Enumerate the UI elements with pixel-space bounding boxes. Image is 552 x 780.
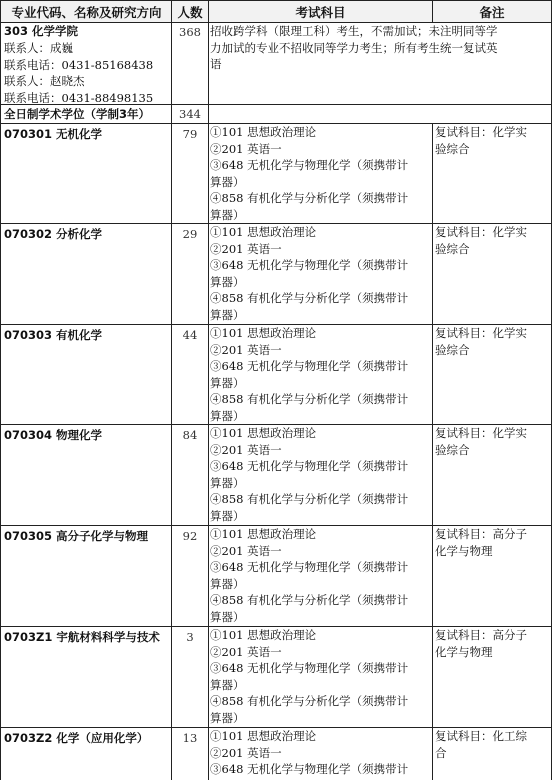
major-code-name: 0703Z1 宇航材料科学与技术: [4, 630, 160, 644]
exam-subject-line: ③648 无机化学与物理化学（须携带计: [210, 158, 409, 173]
exam-subject-line: ②201 英语一: [210, 745, 282, 760]
note-line: 验综合: [435, 342, 470, 357]
exam-subject-line: 算器）: [210, 677, 245, 692]
contact-person-1: 联系人：成巍: [4, 41, 73, 55]
note-line: 复试科目：化工综: [435, 729, 527, 743]
major-code-name: 070305 高分子化学与物理: [4, 529, 149, 543]
exam-subject-line: ④858 有机化学与分析化学（须携带计: [210, 694, 409, 709]
exam-subject-line: 算器）: [210, 375, 245, 390]
grid-line-col1: [171, 0, 172, 780]
note-line: 验综合: [435, 241, 470, 256]
note-line: 合: [435, 745, 447, 760]
major-code-name: 0703Z2 化学（应用化学）: [4, 731, 149, 745]
grid-line-row: [0, 223, 552, 224]
major-count: 92: [182, 529, 198, 543]
exam-subject-line: 算器）: [210, 576, 245, 591]
grid-line-col3-header: [432, 0, 433, 23]
exam-subject-line: ②201 英语一: [210, 644, 282, 659]
note-line: 复试科目：高分子: [435, 628, 527, 642]
major-count: 13: [182, 731, 198, 745]
exam-subject-line: ③648 无机化学与物理化学（须携带计: [210, 258, 409, 273]
major-count: 79: [182, 127, 198, 141]
exam-subject-line: ③648 无机化学与物理化学（须携带计: [210, 459, 409, 474]
grid-line-category: [0, 123, 552, 124]
exam-subject-line: ④858 有机化学与分析化学（须携带计: [210, 392, 409, 407]
exam-subject-line: ②201 英语一: [210, 241, 282, 256]
header-major: 专业代码、名称及研究方向: [1, 1, 172, 22]
contact-person-2: 联系人：赵晓杰: [4, 74, 85, 89]
major-note: [435, 124, 550, 223]
exam-subject-line: 算器）: [210, 274, 245, 289]
header-count: 人数: [172, 1, 208, 22]
note-line: 复试科目：化学实: [435, 125, 527, 139]
major-note: [435, 425, 550, 525]
major-code-name: 070304 物理化学: [4, 428, 103, 442]
exam-subject-line: ①101 思想政治理论: [210, 527, 317, 541]
grid-line-row: [0, 424, 552, 425]
note-line: 复试科目：化学实: [435, 426, 527, 440]
grid-line-row: [0, 626, 552, 627]
exam-subject-line: ①101 思想政治理论: [210, 326, 317, 340]
exam-subject-line: ①101 思想政治理论: [210, 125, 317, 139]
exam-subject-line: ④858 有机化学与分析化学（须携带计: [210, 191, 409, 206]
grid-line-col2: [208, 0, 209, 780]
exam-subject-line: ②201 英语一: [210, 141, 282, 156]
grid-line-header: [0, 22, 552, 23]
contact-phone-2: 联系电话：0431-88498135: [4, 90, 154, 103]
exam-subject-line: 算器）: [210, 609, 245, 624]
exam-subject-line: ④858 有机化学与分析化学（须携带计: [210, 291, 409, 306]
exam-subject-line: 算器）: [210, 207, 245, 222]
exam-subject-line: ③648 无机化学与物理化学（须携带计: [210, 359, 409, 374]
college-note: [210, 23, 550, 103]
college-note-line: 招收跨学科（限理工科）考生，不需加试；未注明同等学: [210, 24, 498, 38]
major-count: 44: [182, 328, 198, 342]
exam-subject-line: ③648 无机化学与物理化学（须携带计: [210, 762, 409, 777]
note-line: 验综合: [435, 442, 470, 457]
exam-subject-line: 算器）: [210, 408, 245, 423]
major-exams: [210, 526, 432, 626]
exam-subject-line: 算器）: [210, 475, 245, 490]
major-count: 84: [182, 428, 198, 442]
exam-subject-line: ③648 无机化学与物理化学（须携带计: [210, 560, 409, 575]
note-line: 验综合: [435, 141, 470, 156]
exam-subject-line: ②201 英语一: [210, 342, 282, 357]
major-exams: [210, 425, 432, 525]
major-exams: [210, 325, 432, 424]
major-note: [435, 728, 550, 779]
grid-line-row: [0, 324, 552, 325]
note-line: 化学与物理: [435, 543, 493, 558]
grid-line-row: [0, 525, 552, 526]
major-note: [435, 526, 550, 626]
exam-subject-line: ①101 思想政治理论: [210, 729, 317, 743]
major-code-name: 070301 无机化学: [4, 127, 103, 141]
grid-line-top: [0, 0, 552, 1]
grid-line-col3: [432, 123, 433, 780]
exam-subject-line: ④858 有机化学与分析化学（须携带计: [210, 492, 409, 507]
category-name: 全日制学术学位（学制3年）: [4, 107, 151, 121]
major-note: [435, 627, 550, 727]
exam-subject-line: ①101 思想政治理论: [210, 225, 317, 239]
header-note: 备注: [433, 1, 551, 22]
exam-subject-line: ②201 英语一: [210, 543, 282, 558]
major-count: 3: [186, 630, 194, 644]
major-code-name: 070303 有机化学: [4, 328, 103, 342]
exam-subject-line: 算器）: [210, 307, 245, 322]
exam-subject-line: ②201 英语一: [210, 442, 282, 457]
college-note-line: 语: [210, 57, 222, 72]
major-exams: [210, 124, 432, 223]
major-count: 29: [182, 227, 198, 241]
exam-subject-line: ④858 有机化学与分析化学（须携带计: [210, 593, 409, 608]
exam-subject-line: 算器）: [210, 174, 245, 189]
exam-subject-line: 算器）: [210, 710, 245, 725]
college-count: 368: [179, 25, 201, 39]
contact-phone-1: 联系电话：0431-85168438: [4, 57, 154, 72]
major-exams: [210, 224, 432, 324]
note-line: 复试科目：高分子: [435, 527, 527, 541]
major-note: [435, 224, 550, 324]
grid-line-row: [0, 727, 552, 728]
header-exam: 考试科目: [208, 1, 433, 22]
college-note-line: 力加试的专业不招收同等学力考生；所有考生统一复试英: [210, 40, 498, 55]
exam-subject-line: 算器）: [210, 508, 245, 523]
major-note: [435, 325, 550, 424]
exam-subject-line: ③648 无机化学与物理化学（须携带计: [210, 661, 409, 676]
note-line: 复试科目：化学实: [435, 326, 527, 340]
exam-subject-line: ①101 思想政治理论: [210, 628, 317, 642]
major-code-name: 070302 分析化学: [4, 227, 103, 241]
grid-line-college: [0, 104, 552, 105]
college-info: [4, 23, 170, 103]
note-line: 复试科目：化学实: [435, 225, 527, 239]
major-exams: [210, 627, 432, 727]
note-line: 化学与物理: [435, 644, 493, 659]
exam-subject-line: ①101 思想政治理论: [210, 426, 317, 440]
major-exams: [210, 728, 432, 779]
category-count: 344: [179, 107, 201, 121]
grid-line-left: [0, 0, 1, 780]
college-name: 303 化学学院: [4, 24, 79, 38]
